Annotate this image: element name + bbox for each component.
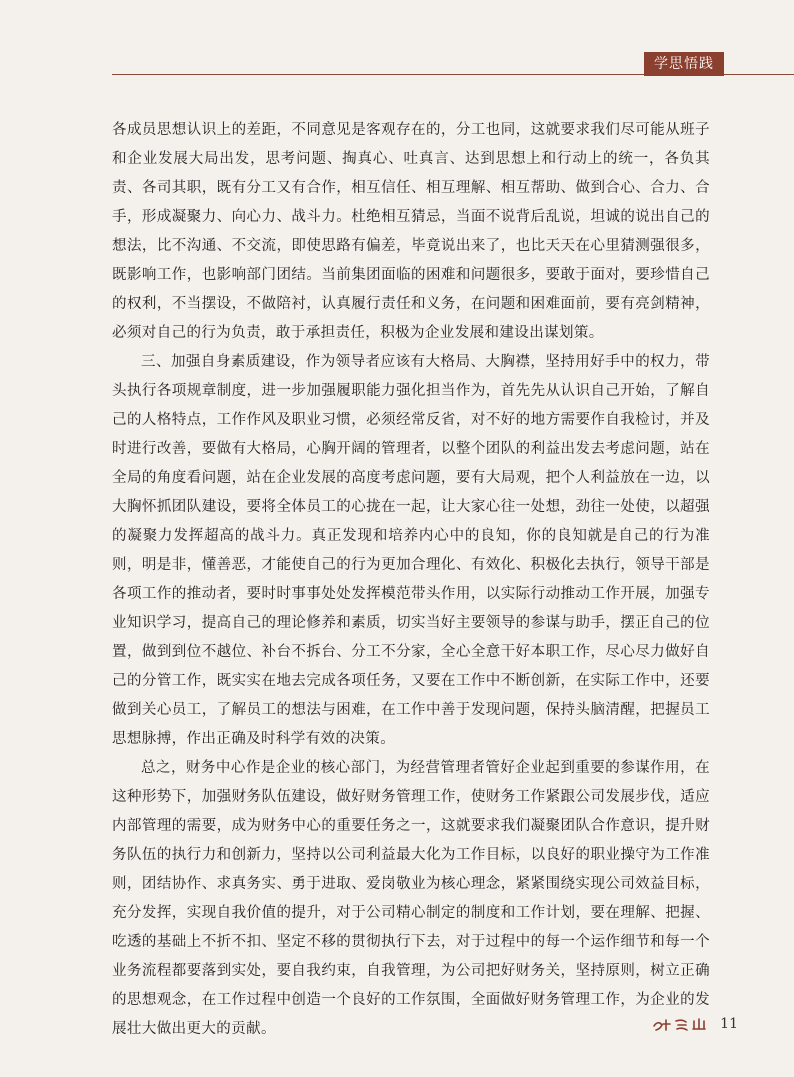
section-tag: 学思悟践 bbox=[644, 52, 724, 76]
article-paragraph: 各成员思想认识上的差距，不同意见是客观存在的，分工也同，这就要求我们尽可能从班子和企业发展大局出发，思考问题、掏真心、吐真言、达到思想上和行动上的统一，各负其责、各司其职，既有分工又有合作，相互信任、相互理解、相互帮助、做到合心、合力、合手，形成凝聚力、向心力、战斗力。杜绝相互猜忌，当面不说背后乱说，坦诚的说出自己的想法，比不沟通、不交流，即使思路有偏差，毕竟说出来了，也比天天在心里猜测强很多，既影响工作，也影响部门团结。当前集团面临的困难和问题很多，要敢于面对，要珍惜自己的权利，不当摆设，不做陪衬，认真履行责任和义务，在问题和困难面前，要有亮剑精神，必须对自己的行为负责，敢于承担责任，积极为企业发展和建设出谋划策。 bbox=[112, 122, 710, 341]
article-paragraph: 三、加强自身素质建设，作为领导者应该有大格局、大胸襟，坚持用好手中的权力，带头执行各项规章制度，进一步加强履职能力强化担当作为，首先先从认识自己开始，了解自己的人格特点，工作作风及职业习惯，必须经常反省，对不好的地方需要作自我检讨，并及时进行改善，要做有大格局，心胸开阔的管理者，以整个团队的利益出发去考虑问题，站在全局的角度看问题，站在企业发展的高度考虑问题，要有大局观，把个人利益放在一边，以大胸怀抓团队建设，要将全体员工的心拢在一起，让大家心往一处想，劲往一处使，以超强的凝聚力发挥超高的战斗力。真正发现和培养内心中的良知，你的良知就是自己的行为准则，明是非，懂善恶，才能使自己的行为更加合理化、有效化、积极化去执行，领导干部是各项工作的推动者，要时时事事处处发挥模范带头作用，以实际行动推动工作开展，加强专业知识学习，提高自己的理论修养和素质，切实当好主要领导的参谋与助手，摆正自己的位置，做到到位不越位、补台不拆台、分工不分家，全心全意干好本职工作，尽心尽力做好自己的分管工作，既实实在地去完成各项任务，又要在工作中不断创新，在实际工作中，还要做到关心员工，了解员工的想法与困难，在工作中善于发现问题，保持头脑清醒，把握员工思想脉搏，作出正确及时科学有效的决策。 bbox=[112, 354, 710, 747]
article-paragraph: 总之，财务中心作是企业的核心部门，为经营管理者管好企业起到重要的参谋作用，在这种形势下，加强财务队伍建设，做好财务管理工作，使财务工作紧跟公司发展步伐，适应内部管理的需要，成为财务中心的重要任务之一，这就要求我们凝聚团队合作意识，提升财务队伍的执行力和创新力，坚持以公司利益最大化为工作目标，以良好的职业操守为工作准则，团结协作、求真务实、勇于进取、爱岗敬业为核心理念，紧紧围绕实现公司效益目标，充分发挥，实现自我价值的提升，对于公司精心制定的制度和工作计划，要在理解、把握、吃透的基础上不折不扣、坚定不移的贯彻执行下去，对于过程中的每一个运作细节和每一个业务流程都要落到实处，要自我约束，自我管理，为公司把好财务关，坚持原则，树立正确的思想观念，在工作过程中创造一个良好的工作氛围，全面做好财务管理工作，为企业的发展壮大做出更大的贡献。 bbox=[112, 760, 710, 1037]
magazine-logo bbox=[652, 1016, 710, 1032]
article-body bbox=[112, 116, 710, 1044]
page-footer bbox=[652, 1016, 738, 1032]
page-number: 11 bbox=[720, 1016, 738, 1032]
